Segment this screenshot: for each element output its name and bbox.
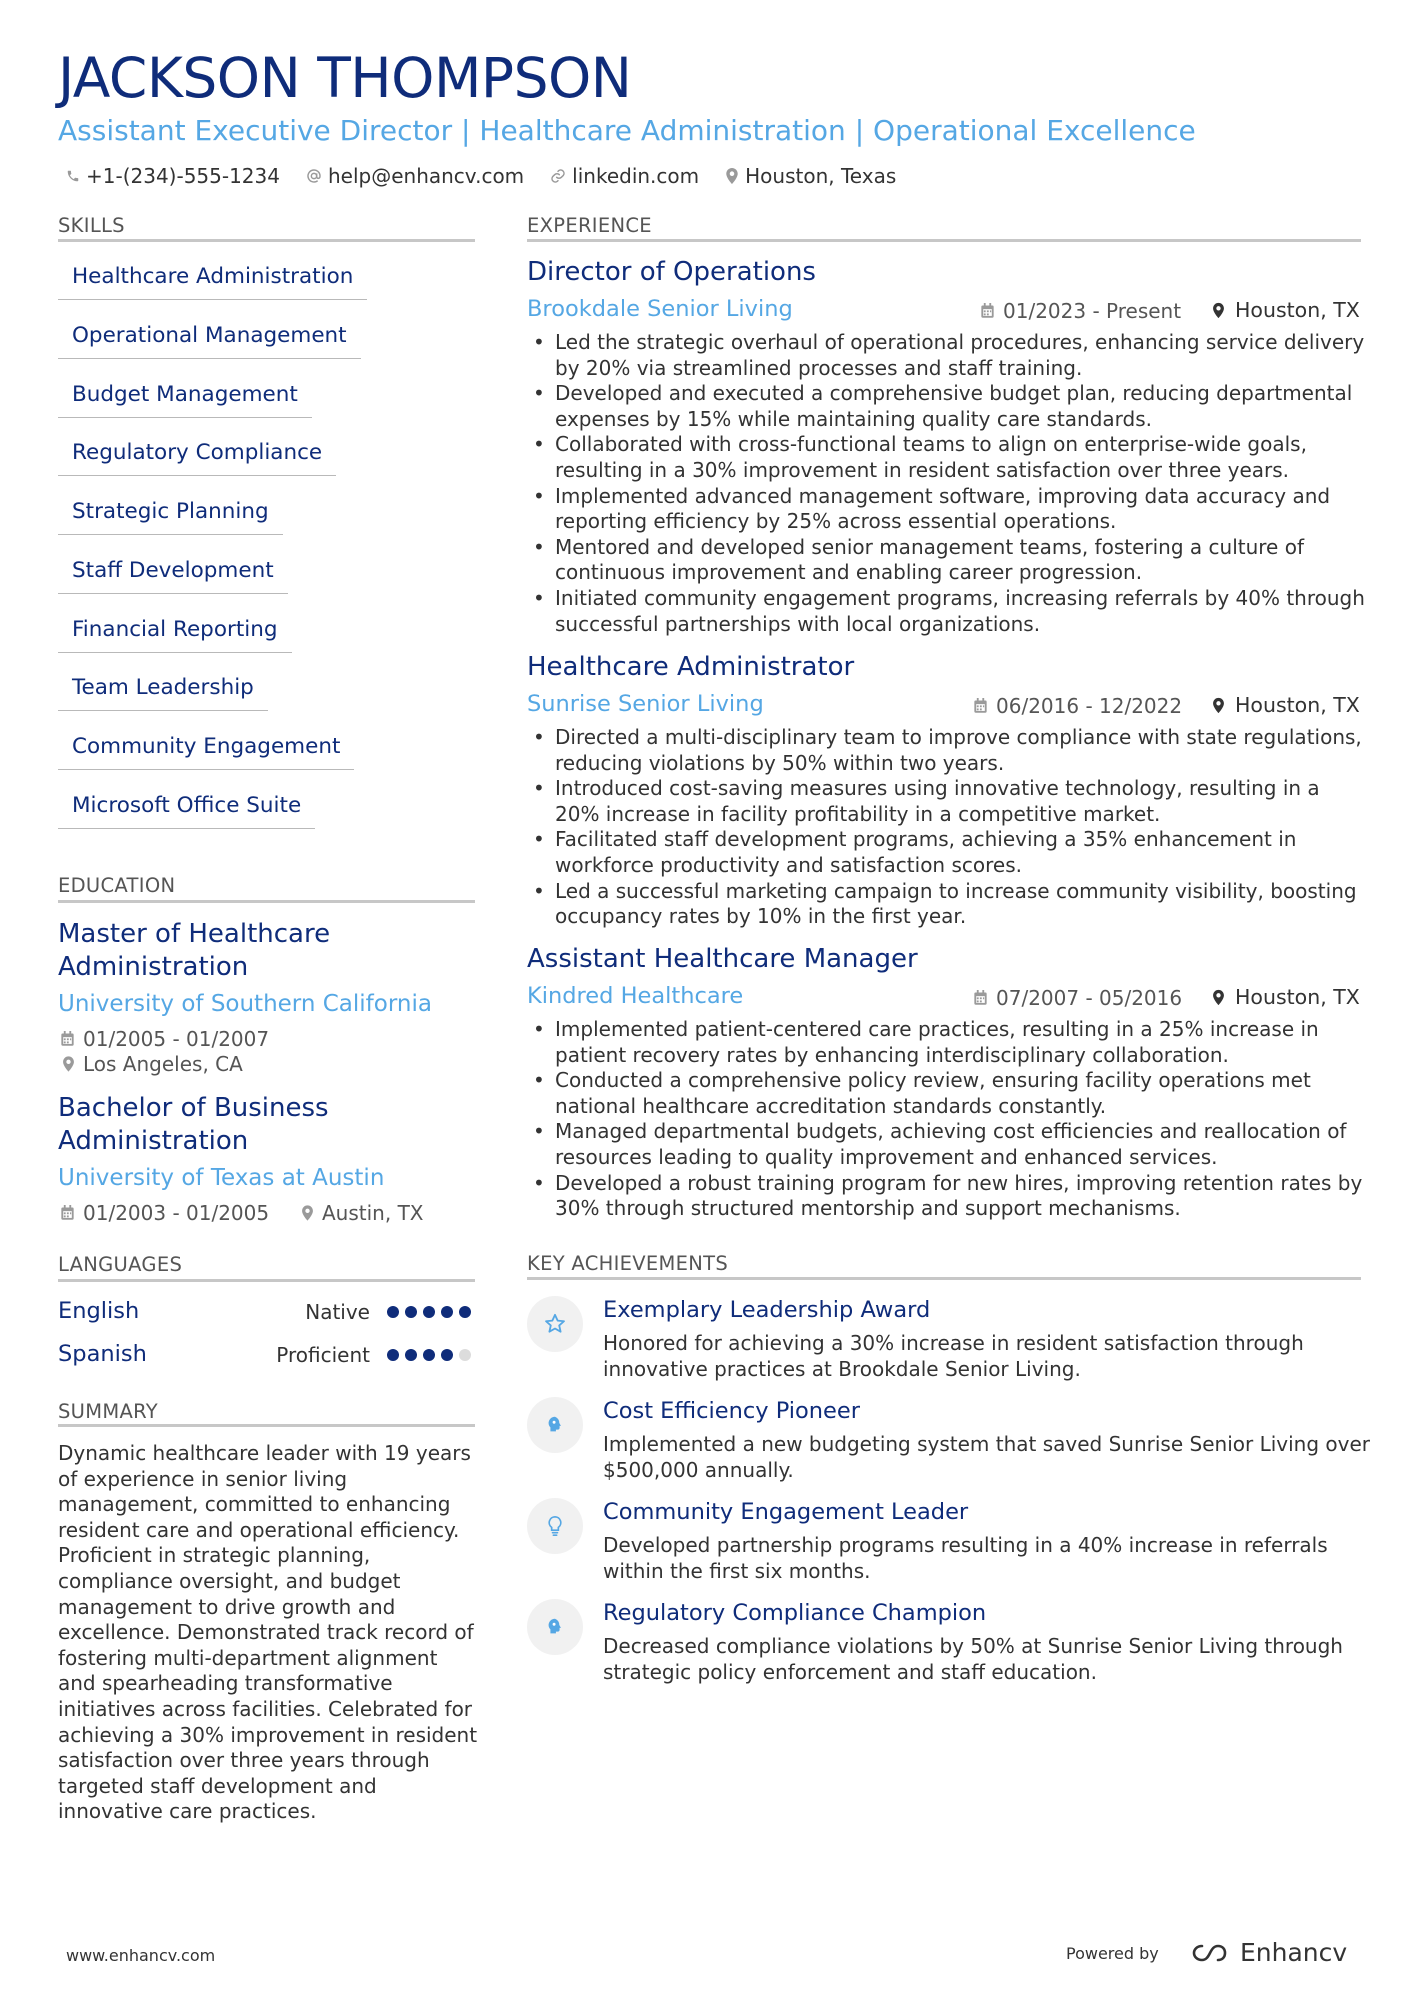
language-name: English [58, 1298, 140, 1324]
job-bullets [527, 1017, 1369, 1222]
candidate-name: JACKSON THOMPSON [58, 46, 632, 110]
skill-tag: Community Engagement [58, 734, 354, 770]
enhancv-logo[interactable] [1186, 1938, 1347, 1967]
job-dates [973, 694, 1182, 718]
achievement-icon-badge [527, 1296, 583, 1352]
footer-website-link[interactable]: www.enhancv.com [66, 1946, 216, 1965]
map-pin-icon [1212, 302, 1225, 319]
job-company: Kindred Healthcare [527, 983, 744, 1009]
language-name: Spanish [58, 1341, 147, 1367]
job-title: Director of Operations [527, 257, 816, 287]
language-rating [387, 1349, 477, 1361]
job-company: Sunrise Senior Living [527, 691, 764, 717]
map-pin-icon [62, 1056, 75, 1072]
candidate-headline: Assistant Executive Director | Healthcare Administration | Operational Excellence [58, 114, 1196, 147]
calendar-icon [980, 303, 995, 319]
achievement-title: Regulatory Compliance Champion [603, 1600, 987, 1626]
footer-powered-by: Powered by [1066, 1944, 1159, 1963]
job-bullet: • Led the strategic overhaul of operational procedures, enhancing service delivery by 20% via streamlined processes and staff training. [527, 330, 1369, 381]
rating-dot-filled [405, 1349, 417, 1361]
brain-icon [544, 1616, 566, 1638]
achievement-desc: Implemented a new budgeting system that saved Sunrise Senior Living over $500,000 annually. [603, 1432, 1370, 1482]
education-school: University of Southern California [58, 991, 432, 1017]
rating-dot-filled [423, 1349, 435, 1361]
experience-divider [527, 239, 1361, 242]
achievement-icon-badge [527, 1498, 583, 1554]
achievements-divider [527, 1277, 1361, 1280]
map-pin-icon [1212, 697, 1225, 714]
skill-tag: Healthcare Administration [58, 264, 367, 300]
skill-tag: Financial Reporting [58, 617, 292, 653]
job-bullet: • Directed a multi-disciplinary team to improve compliance with state regulations, reducing violations by 50% within two years. [527, 725, 1369, 776]
contact-linkedin[interactable] [550, 164, 699, 188]
job-company: Brookdale Senior Living [527, 296, 793, 322]
job-bullet: • Mentored and developed senior management teams, fostering a culture of continuous improvement and enabling career progression. [527, 535, 1369, 586]
summary-text: Dynamic healthcare leader with 19 years of experience in senior living management, committed to enhancing resident care and operational efficiency. Proficient in strategic planning, compliance oversight, and budget management to drive growth and excellence. Demonstrated track record of fostering multi-department alignment and spearheading transformative initiatives across facilities. Celebrated for achieving a 30% improvement in resident satisfaction over three years through targeted staff development and innovative care practices. [58, 1441, 478, 1824]
job-dates-text: 01/2023 - Present [1003, 299, 1182, 323]
education-school: University of Texas at Austin [58, 1165, 385, 1191]
calendar-icon [973, 698, 988, 714]
achievement-desc: Honored for achieving a 30% increase in resident satisfaction through innovative practices at Brookdale Senior Living. [603, 1331, 1304, 1381]
calendar-icon [973, 990, 988, 1006]
job-location-text: Houston, TX [1235, 298, 1360, 322]
job-bullet: • Developed and executed a comprehensive budget plan, reducing departmental expenses by 15% while maintaining quality care standards. [527, 381, 1369, 432]
skill-tag: Regulatory Compliance [58, 440, 336, 476]
brain-icon [544, 1414, 566, 1436]
contact-linkedin-text: linkedin.com [572, 164, 700, 188]
rating-dot-filled [405, 1306, 417, 1318]
enhancv-logo-icon [1186, 1941, 1232, 1965]
skills-heading: SKILLS [58, 214, 125, 237]
rating-dot-filled [441, 1306, 453, 1318]
job-dates [973, 986, 1182, 1010]
education-dates [60, 1201, 269, 1225]
achievement-title: Cost Efficiency Pioneer [603, 1398, 860, 1424]
star-icon [544, 1313, 566, 1335]
achievement-icon-badge [527, 1397, 583, 1453]
skill-tag: Staff Development [58, 558, 288, 594]
job-bullet: • Introduced cost-saving measures using innovative technology, resulting in a 20% increase in facility profitability in a competitive market. [527, 776, 1369, 827]
education-divider [58, 900, 475, 903]
education-dates-text: 01/2003 - 01/2005 [83, 1201, 270, 1225]
education-location-text: Los Angeles, CA [83, 1052, 243, 1076]
job-bullet: • Developed a robust training program for new hires, improving retention rates by 30% through structured mentorship and support mechanisms. [527, 1171, 1369, 1222]
job-bullet: • Conducted a comprehensive policy review, ensuring facility operations met national healthcare accreditation standards constantly. [527, 1068, 1369, 1119]
contact-bar [66, 164, 922, 188]
phone-icon [66, 169, 80, 183]
contact-location-text: Houston, Texas [745, 164, 897, 188]
education-location [62, 1052, 243, 1076]
map-pin-icon [1212, 989, 1225, 1006]
job-bullet: • Managed departmental budgets, achieving cost efficiencies and reallocation of resources leading to quality improvement and enhanced services. [527, 1119, 1369, 1170]
job-dates-text: 06/2016 - 12/2022 [996, 694, 1183, 718]
job-bullet: • Collaborated with cross-functional teams to align on enterprise-wide goals, resulting in a 30% improvement in resident satisfaction over three years. [527, 432, 1369, 483]
job-dates [980, 299, 1181, 323]
skill-tag: Team Leadership [58, 675, 268, 711]
languages-heading: LANGUAGES [58, 1253, 183, 1276]
achievement-desc: Decreased compliance violations by 50% at Sunrise Senior Living through strategic policy enforcement and staff education. [603, 1634, 1343, 1684]
job-bullet: • Initiated community engagement programs, increasing referrals by 40% through successful partnerships with local organizations. [527, 586, 1369, 637]
experience-heading: EXPERIENCE [527, 214, 652, 237]
contact-phone-text: +1-(234)-555-1234 [86, 164, 280, 188]
job-location [1212, 985, 1360, 1009]
language-level: Native [305, 1300, 370, 1324]
at-icon [306, 168, 322, 184]
map-pin-icon [301, 1205, 314, 1221]
education-degree: Bachelor of Business Administration [58, 1093, 329, 1156]
achievement-title: Community Engagement Leader [603, 1499, 969, 1525]
rating-dot-empty [459, 1349, 471, 1361]
achievement-icon-badge [527, 1599, 583, 1655]
skill-tag: Budget Management [58, 382, 312, 418]
achievement-desc: Developed partnership programs resulting in a 40% increase in referrals within the first six months. [603, 1533, 1328, 1583]
job-location [1212, 693, 1360, 717]
summary-heading: SUMMARY [58, 1400, 158, 1423]
job-bullet: • Led a successful marketing campaign to increase community visibility, boosting occupancy rates by 10% in the first year. [527, 879, 1369, 930]
link-icon [550, 168, 566, 184]
job-location [1212, 298, 1360, 322]
achievement-title: Exemplary Leadership Award [603, 1297, 931, 1323]
rating-dot-filled [459, 1306, 471, 1318]
job-bullet: • Facilitated staff development programs, achieving a 35% enhancement in workforce productivity and satisfaction scores. [527, 827, 1369, 878]
languages-divider [58, 1279, 475, 1282]
job-bullet: • Implemented advanced management software, improving data accuracy and reporting efficiency by 25% across essential operations. [527, 484, 1369, 535]
map-pin-icon [725, 168, 739, 184]
calendar-icon [60, 1205, 75, 1221]
job-title: Healthcare Administrator [527, 652, 855, 682]
education-heading: EDUCATION [58, 874, 176, 897]
enhancv-logo-text: Enhancv [1240, 1938, 1348, 1967]
education-location-text: Austin, TX [322, 1201, 424, 1225]
education-degree: Master of Healthcare Administration [58, 919, 331, 982]
calendar-icon [60, 1031, 75, 1047]
language-rating [387, 1306, 477, 1318]
summary-divider [58, 1424, 475, 1427]
education-dates-text: 01/2005 - 01/2007 [83, 1027, 270, 1051]
language-level: Proficient [276, 1343, 370, 1367]
job-bullets [527, 725, 1369, 930]
job-dates-text: 07/2007 - 05/2016 [996, 986, 1183, 1010]
job-title: Assistant Healthcare Manager [527, 944, 918, 974]
lightbulb-icon [545, 1515, 565, 1537]
job-location-text: Houston, TX [1235, 693, 1360, 717]
contact-email-text: help@enhancv.com [327, 164, 525, 188]
job-bullets [527, 330, 1369, 637]
contact-email[interactable] [306, 164, 524, 188]
rating-dot-filled [387, 1306, 399, 1318]
rating-dot-filled [441, 1349, 453, 1361]
education-dates [60, 1027, 269, 1051]
contact-location [725, 164, 896, 188]
job-location-text: Houston, TX [1235, 985, 1360, 1009]
skill-tag: Microsoft Office Suite [58, 793, 315, 829]
skill-tag: Operational Management [58, 323, 361, 359]
achievements-heading: KEY ACHIEVEMENTS [527, 1252, 729, 1275]
education-location [301, 1201, 423, 1225]
contact-phone[interactable] [66, 164, 280, 188]
rating-dot-filled [387, 1349, 399, 1361]
skills-divider [58, 239, 475, 242]
skill-tag: Strategic Planning [58, 499, 283, 535]
rating-dot-filled [423, 1306, 435, 1318]
job-bullet: • Implemented patient-centered care practices, resulting in a 25% increase in patient recovery rates by enhancing interdisciplinary collaboration. [527, 1017, 1369, 1068]
